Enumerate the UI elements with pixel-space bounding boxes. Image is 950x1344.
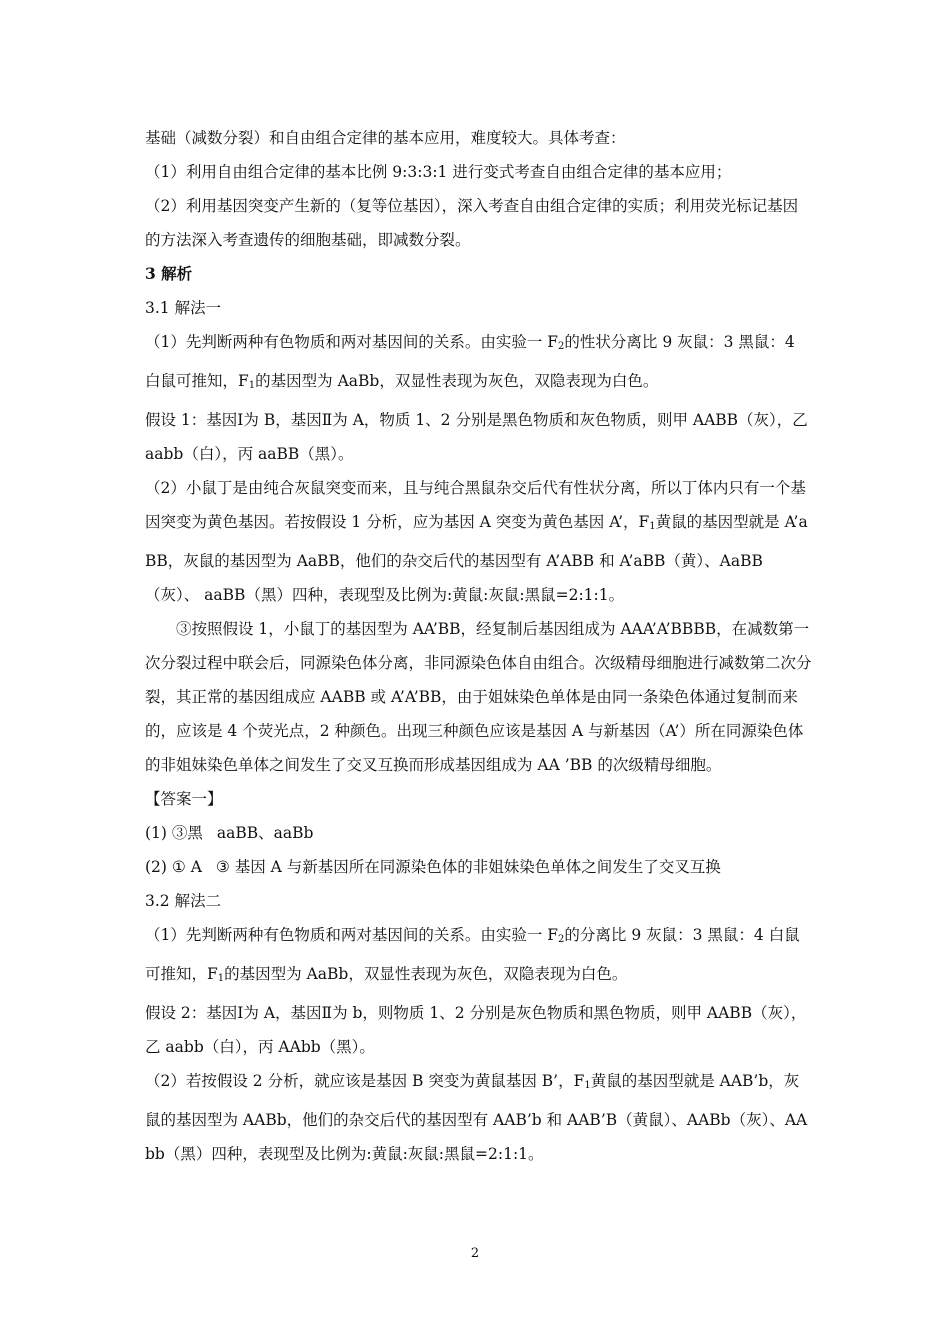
paragraph-method2-step1 [145, 918, 813, 996]
paragraph-method1-step1 [145, 325, 813, 403]
text-run: 黄鼠的基因型就是 AAB’b，灰鼠的基因型为 AABb，他们的杂交后代的基因型有 AAB’b 和 AAB’B（黄鼠）、AABb（灰）、AAbb（黑）四种，表现型及比例为:黄鼠:灰鼠:黑鼠=2:1:1。 [145, 1072, 808, 1163]
text-run: aaBB、aaBb [216, 824, 314, 842]
text-run: ③ 基因 A 与新基因所在同源染色体的非姐妹染色单体之间发生了交叉互换 [215, 858, 721, 876]
text-run: 的基因型为 AaBb，双显性表现为灰色，双隐表现为白色。 [224, 965, 628, 983]
text-run: 的分离比 9 灰鼠：3 黑鼠：4 白鼠可推知，F [145, 926, 800, 983]
subsection-heading-method-1: 3.1 解法一 [145, 299, 222, 317]
paragraph-point-2: （2）利用基因突变产生新的（复等位基因），深入考查自由组合定律的实质；利用荧光标记基因的方法深入考查遗传的细胞基础，即减数分裂。 [145, 197, 799, 249]
document-body [145, 121, 813, 1171]
subscript: 1 [584, 1080, 591, 1091]
answer-heading-1: 【答案一】 [145, 790, 223, 808]
paragraph-hypothesis-1: 假设 1：基因Ⅰ为 B，基因Ⅱ为 A，物质 1、2 分别是黑色物质和灰色物质，则甲 AABB（灰），乙 aabb（白），丙 aaBB（黑）。 [145, 411, 808, 463]
paragraph-hypothesis-2: 假设 2：基因Ⅰ为 A，基因Ⅱ为 b，则物质 1、2 分别是灰色物质和黑色物质，则甲 AABB（灰），乙 aabb（白），丙 AAbb（黑）。 [145, 1004, 807, 1056]
subscript: 1 [248, 380, 256, 391]
subscript: 1 [217, 973, 225, 984]
answer-1-part-1 [145, 816, 813, 850]
subsection-heading-method-2: 3.2 解法二 [145, 892, 222, 910]
text-run: （2）若按假设 2 分析，就应该是基因 B 突变为黄鼠基因 B’，F [145, 1072, 585, 1090]
text-run: 的性状分离比 9 灰鼠：3 黑鼠：4 白鼠可推知，F [145, 333, 795, 390]
paragraph-method1-step3: ③按照假设 1，小鼠丁的基因型为 AA’BB，经复制后基因组成为 AAA’A’BBBB，在减数第一次分裂过程中联会后，同源染色体分离，非同源染色体自由组合。次级精母细胞进行减数第二次分裂，其正常的基因组成应 AABB 或 A’A’BB，由于姐妹染色单体是由同一条染色体通过复制而来的，应该是 4 个荧光点，2 种颜色。出现三种颜色应该是基因 A 与新基因（A’）所在同源染色体的非姐妹染色单体之间发生了交叉互换而形成基因组成为 AA ’BB 的次级精母细胞。 [145, 620, 812, 774]
paragraph-method1-step2 [145, 471, 813, 612]
answer-1-part-2 [145, 850, 813, 884]
text-run: （1）先判断两种有色物质和两对基因间的关系。由实验一 F [145, 333, 559, 351]
paragraph-method2-step2 [145, 1064, 813, 1171]
text-run: (2) ① A [145, 858, 202, 876]
subscript: 2 [558, 341, 565, 352]
text-run: （1）先判断两种有色物质和两对基因间的关系。由实验一 F [145, 926, 559, 944]
text-run: (1) ③黑 [145, 824, 203, 842]
subscript: 2 [558, 934, 565, 945]
section-heading-analysis: 3 解析 [145, 264, 193, 283]
paragraph-point-1: （1）利用自由组合定律的基本比例 9:3:3:1 进行变式考查自由组合定律的基本应用； [145, 163, 732, 181]
subscript: 1 [649, 521, 656, 532]
text-run: （2）小鼠丁是由纯合灰鼠突变而来，且与纯合黑鼠杂交后代有性状分离，所以丁体内只有一个基因突变为黄色基因。若按假设 1 分析，应为基因 A 突变为黄色基因 A’，F [145, 479, 806, 531]
page-number: 2 [470, 1246, 480, 1261]
paragraph-intro-end: 基础（减数分裂）和自由组合定律的基本应用，难度较大。具体考查： [145, 129, 626, 147]
text-run: 黄鼠的基因型就是 A’aBB，灰鼠的基因型为 AaBB，他们的杂交后代的基因型有 A’ABB 和 A’aBB（黄）、AaBB（灰）、 aaBB（黑）四种，表现型及比例为:黄鼠:灰鼠:黑鼠=2:1:1。 [145, 513, 808, 604]
text-run: 的基因型为 AaBb，双显性表现为灰色，双隐表现为白色。 [255, 372, 659, 390]
